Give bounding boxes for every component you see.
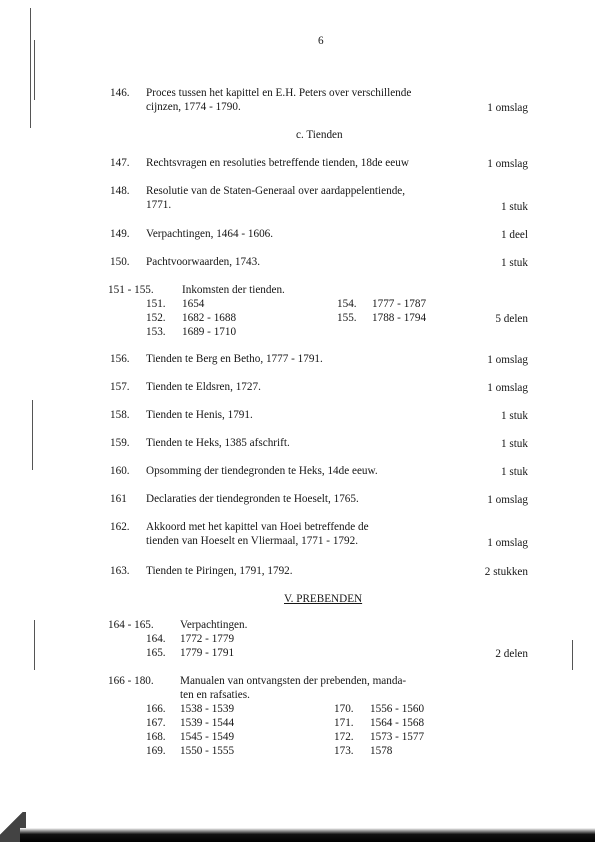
sub-number: 166.	[146, 703, 166, 715]
sub-year: 1539 - 1544	[180, 717, 235, 729]
entry-text: Verpachtingen, 1464 - 1606.	[146, 228, 274, 240]
entry-number: 146.	[110, 87, 130, 99]
section-heading: c. Tienden	[296, 129, 343, 141]
entry-text: Opsomming der tiendegronden te Heks, 14de eeuw.	[146, 465, 378, 477]
sub-number: 154.	[337, 298, 357, 310]
entry-text: Tienden te Heks, 1385 afschrift.	[146, 437, 290, 449]
sub-year: 1689 - 1710	[182, 326, 237, 338]
sub-year: 1550 - 1555	[180, 745, 235, 757]
entry-quantity: 1 omslag	[487, 102, 528, 114]
entry-text: ten en rafsaties.	[180, 689, 250, 701]
entry-number: 161	[110, 493, 127, 505]
scan-bottom-shadow	[20, 828, 595, 842]
entry-quantity: 1 stuk	[500, 201, 528, 213]
scan-edge-mark	[32, 400, 33, 470]
sub-year: 1556 - 1560	[370, 703, 425, 715]
entry-number: 157.	[110, 381, 130, 393]
entry-quantity: 2 stukken	[484, 566, 528, 578]
sub-number: 168.	[146, 731, 166, 743]
sub-year: 1682 - 1688	[182, 312, 237, 324]
entry-text: Tienden te Eldsren, 1727.	[146, 381, 261, 393]
sub-year: 1654	[182, 298, 205, 310]
entry-quantity: 1 stuk	[500, 410, 528, 422]
entry-text: Tienden te Piringen, 1791, 1792.	[146, 565, 293, 577]
entry-text: Manualen van ontvangsten der prebenden, manda-	[180, 675, 407, 687]
entry-text: Proces tussen het kapittel en E.H. Peters over verschillende	[146, 87, 412, 99]
entry-number: 166 - 180.	[108, 675, 154, 687]
scan-edge-mark	[572, 640, 573, 670]
sub-year: 1788 - 1794	[372, 312, 427, 324]
entry-quantity: 1 omslag	[487, 537, 528, 549]
sub-number: 165.	[146, 647, 166, 659]
entry-number: 159.	[110, 437, 130, 449]
sub-year: 1779 - 1791	[180, 647, 235, 659]
entry-number: 160.	[110, 465, 130, 477]
entry-number: 149.	[110, 228, 130, 240]
entry-quantity: 1 stuk	[500, 438, 528, 450]
section-heading: V. PREBENDEN	[284, 593, 363, 605]
entry-text: Declaraties der tiendegronden te Hoeselt, 1765.	[146, 493, 359, 505]
sub-number: 172.	[334, 731, 354, 743]
sub-number: 173.	[334, 745, 354, 757]
entry-number: 151 - 155.	[108, 284, 154, 296]
entry-number: 163.	[110, 565, 130, 577]
entry-text: Resolutie van de Staten-Generaal over aardappelentiende,	[146, 185, 406, 197]
sub-number: 171.	[334, 717, 354, 729]
entry-number: 148.	[110, 185, 130, 197]
entry-text: Tienden te Berg en Betho, 1777 - 1791.	[146, 353, 323, 365]
entry-quantity: 1 omslag	[487, 382, 528, 394]
entry-number: 150.	[110, 256, 130, 268]
sub-number: 169.	[146, 745, 166, 757]
entry-quantity: 1 stuk	[500, 257, 528, 269]
sub-number: 153.	[146, 326, 166, 338]
sub-number: 170.	[334, 703, 354, 715]
page-number: 6	[318, 35, 324, 47]
entry-number: 158.	[110, 409, 130, 421]
entry-quantity: 1 deel	[500, 229, 528, 241]
entry-text: Rechtsvragen en resoluties betreffende tienden, 18de eeuw	[146, 157, 409, 169]
entry-text: Akkoord met het kapittel van Hoei betreffende de	[146, 521, 369, 533]
entry-quantity: 1 omslag	[487, 354, 528, 366]
entry-quantity: 1 omslag	[487, 158, 528, 170]
sub-year: 1772 - 1779	[180, 633, 235, 645]
entry-quantity: 1 stuk	[500, 466, 528, 478]
entry-text: Pachtvoorwaarden, 1743.	[146, 256, 261, 268]
entry-text: Verpachtingen.	[180, 619, 248, 631]
sub-year: 1573 - 1577	[370, 731, 425, 743]
sub-year: 1564 - 1568	[370, 717, 425, 729]
scan-edge-mark	[34, 40, 35, 100]
sub-year: 1545 - 1549	[180, 731, 235, 743]
entry-number: 162.	[110, 521, 130, 533]
sub-year: 1777 - 1787	[372, 298, 427, 310]
scan-edge-mark	[30, 8, 31, 128]
sub-year: 1538 - 1539	[180, 703, 235, 715]
entry-quantity: 5 delen	[495, 313, 528, 325]
entry-text: cijnzen, 1774 - 1790.	[146, 101, 241, 113]
sub-number: 152.	[146, 312, 166, 324]
entry-number: 164 - 165.	[108, 619, 154, 631]
sub-year: 1578	[370, 745, 393, 757]
entry-text: 1771.	[146, 199, 172, 211]
sub-number: 164.	[146, 633, 166, 645]
sub-number: 151.	[146, 298, 166, 310]
entry-quantity: 1 omslag	[487, 494, 528, 506]
entry-quantity: 2 delen	[495, 648, 528, 660]
sub-number: 155.	[337, 312, 357, 324]
sub-number: 167.	[146, 717, 166, 729]
scan-edge-mark	[34, 620, 35, 670]
entry-number: 156.	[110, 353, 130, 365]
entry-text: Inkomsten der tienden.	[182, 284, 285, 296]
entry-number: 147.	[110, 157, 130, 169]
entry-text: tienden van Hoeselt en Vliermaal, 1771 - 1792.	[146, 535, 358, 547]
entry-text: Tienden te Henis, 1791.	[146, 409, 253, 421]
